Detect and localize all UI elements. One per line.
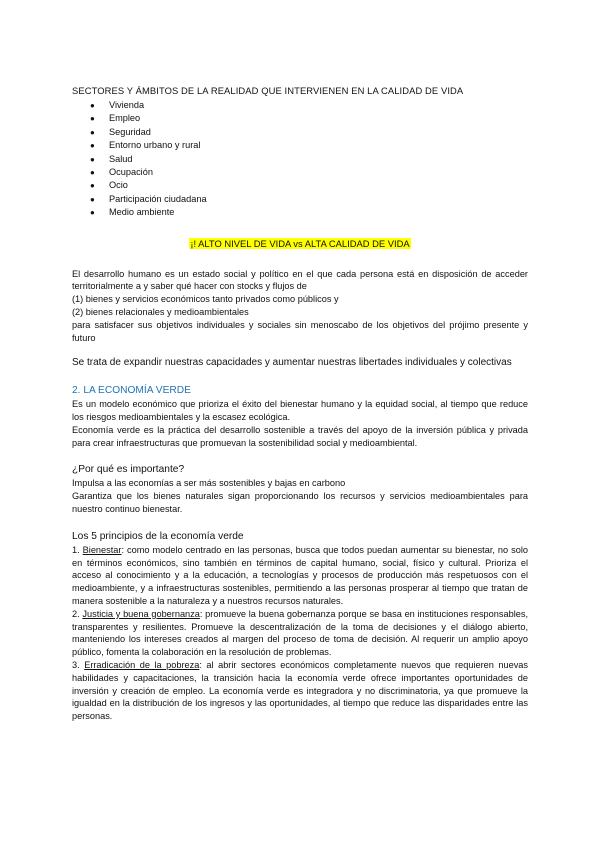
list-item: ● Medio ambiente	[72, 206, 528, 219]
why-reason-1: Impulsa a las economías a ser más sostenibles y bajas en carbono	[72, 478, 346, 489]
list-item: ● Salud	[72, 153, 528, 166]
spacer	[72, 516, 528, 530]
principle-name: Erradicación de la pobreza	[84, 659, 200, 670]
bullet-icon: ●	[90, 154, 95, 164]
sectors-heading: SECTORES Y ÁMBITOS DE LA REALIDAD QUE INTERVIENEN EN LA CALIDAD DE VIDA	[72, 85, 464, 96]
principle-name: Justicia y buena gobernanza	[82, 608, 200, 619]
bullet-icon: ●	[90, 101, 95, 110]
bullet-icon: ●	[90, 181, 95, 191]
principle-2: 2. Justicia y buena gobernanza: promueve la buena gobernanza porque se basa en instituciones responsables, transparentes y resilientes. Promueve la descentralización de la toma de decisiones y el diálogo abierto, manteniendo los intereses creados al margen del proceso de toma de decisión. Al requerir un amplio apoyo público, fomenta la colaboración en la resolución de problemas.	[72, 608, 528, 658]
bullet-icon: ●	[90, 194, 95, 204]
document-content	[72, 84, 528, 723]
list-item: ● Ocupación	[72, 166, 528, 179]
expand-paragraph: Se trata de expandir nuestras capacidades y aumentar nuestras libertades individuales y colectivas	[72, 357, 512, 369]
spacer	[72, 370, 528, 384]
development-paragraph: El desarrollo humano es un estado social y político en el que cada persona está en disposición de acceder territorialmente a y saber qué hacer con stocks y flujos de	[72, 268, 528, 292]
spacer	[72, 344, 528, 356]
list-item: ● Ocio	[72, 179, 528, 192]
list-item: ● Vivienda	[72, 99, 528, 112]
bullet-icon: ●	[90, 127, 95, 137]
development-purpose: para satisfacer sus objetivos individuales y sociales sin menoscabo de los objetivos del prójimo presente y futuro	[72, 319, 528, 343]
list-item: ● Entorno urbano y rural	[72, 139, 528, 152]
development-item-2: (2) bienes relacionales y medioambientales	[72, 307, 249, 318]
bullet-icon: ●	[90, 208, 95, 218]
development-item-1: (1) bienes y servicios económicos tanto privados como públicos y	[72, 294, 339, 305]
principle-name: Bienestar	[82, 544, 122, 555]
sectors-list	[72, 99, 528, 220]
bullet-icon: ●	[90, 168, 95, 178]
principle-3: 3. Erradicación de la pobreza: al abrir sectores económicos completamente nuevos que requieren nuevas habilidades y capacitaciones, la transición hacia la economía verde ofrece importantes oportunidades de inversión y creación de empleo. La economía verde es integradora y no discriminatoria, ya que promueve la igualdad en la distribución de los ingresos y las oportunidades, al tiempo que reduce las disparidades entre las personas.	[72, 659, 528, 722]
list-item: ● Participación ciudadana	[72, 193, 528, 206]
principle-1: 1. Bienestar: como modelo centrado en las personas, busca que todos puedan aumentar su bienestar, no solo en términos económicos, sino también en términos de capital humano, social, físico y cultural. Prioriza el acceso al conocimiento y a la educación, a tecnologías y procesos de producción más respetuosos con el medioambiente, y a infraestructuras sostenibles, permitiendo a las personas prosperar al tiempo que tratan de manera sostenible a la naturaleza y a nuestros recursos naturales.	[72, 544, 528, 606]
principles-title: Los 5 principios de la economía verde	[72, 530, 244, 542]
why-reason-2: Garantiza que los bienes naturales sigan proporcionando los recursos y servicios medioambientales para nuestro continuo bienestar.	[72, 491, 528, 515]
green-economy-definition: Es un modelo económico que prioriza el éxito del bienestar humano y la equidad social, al tiempo que reduce los riesgos medioambientales y la escasez ecológica.	[72, 399, 528, 423]
list-item: ● Seguridad	[72, 126, 528, 139]
bullet-icon: ●	[90, 114, 95, 124]
highlight-line	[72, 234, 528, 252]
green-economy-title: 2. LA ECONOMÍA VERDE	[72, 385, 191, 397]
list-item: ● Empleo	[72, 112, 528, 125]
green-economy-practice: Economía verde es la práctica del desarrollo sostenible a través del apoyo de la inversión pública y privada para crear infraestructuras que promuevan la sostenibilidad social y medioambiental.	[72, 424, 528, 448]
spacer	[72, 449, 528, 463]
highlighted-note: ¡! ALTO NIVEL DE VIDA vs ALTA CALIDAD DE VIDA	[190, 237, 410, 249]
bullet-icon: ●	[90, 141, 95, 151]
why-important-title: ¿Por qué es importante?	[72, 464, 185, 476]
